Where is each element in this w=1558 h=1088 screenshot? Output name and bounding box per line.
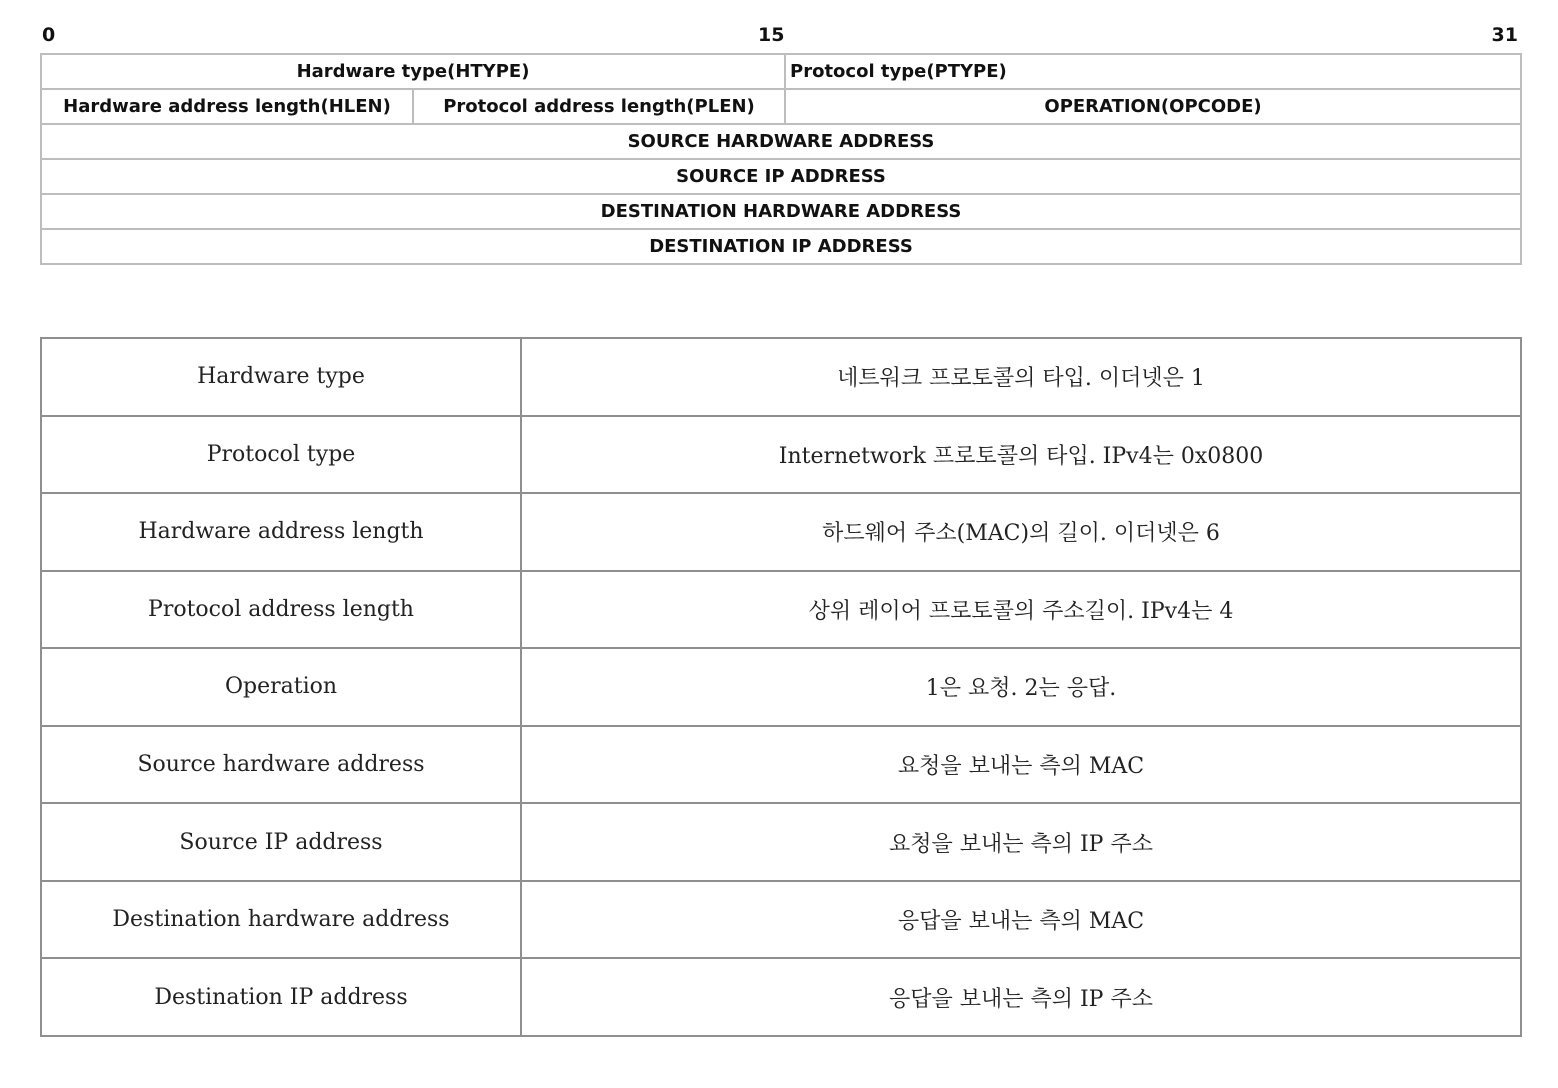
field-description-cell: 응답을 보내는 측의 MAC <box>521 881 1521 959</box>
field-description-cell: 1은 요청. 2는 응답. <box>521 648 1521 726</box>
packet-row <box>41 124 1521 159</box>
bit-label-31: 31 <box>1491 24 1518 46</box>
packet-row <box>41 89 1521 124</box>
field-description-cell: Internetwork 프로토콜의 타입. IPv4는 0x0800 <box>521 416 1521 494</box>
packet-row <box>41 194 1521 229</box>
field-name-cell: Hardware type <box>41 338 521 416</box>
field-description-cell: 응답을 보내는 측의 IP 주소 <box>521 958 1521 1036</box>
bit-label-15: 15 <box>758 24 785 46</box>
table-row <box>41 416 1521 494</box>
table-row <box>41 648 1521 726</box>
packet-field-hlen: Hardware address length(HLEN) <box>41 89 413 124</box>
field-name-cell: Operation <box>41 648 521 726</box>
packet-field-protocol-type: Protocol type(PTYPE) <box>785 54 1521 89</box>
table-row <box>41 726 1521 804</box>
packet-row <box>41 54 1521 89</box>
field-description-cell: 하드웨어 주소(MAC)의 길이. 이더넷은 6 <box>521 493 1521 571</box>
field-description-table <box>40 337 1522 1037</box>
arp-packet-diagram <box>40 53 1522 265</box>
bit-scale <box>40 24 1520 52</box>
field-name-cell: Source hardware address <box>41 726 521 804</box>
table-row <box>41 958 1521 1036</box>
table-row <box>41 881 1521 959</box>
table-row <box>41 493 1521 571</box>
field-description-cell: 네트워크 프로토콜의 타입. 이더넷은 1 <box>521 338 1521 416</box>
field-name-cell: Destination IP address <box>41 958 521 1036</box>
packet-field-destination-ip-address: DESTINATION IP ADDRESS <box>41 229 1521 264</box>
packet-field-destination-hardware-address: DESTINATION HARDWARE ADDRESS <box>41 194 1521 229</box>
bit-label-0: 0 <box>42 24 56 46</box>
packet-field-plen: Protocol address length(PLEN) <box>413 89 785 124</box>
field-name-cell: Destination hardware address <box>41 881 521 959</box>
field-name-cell: Source IP address <box>41 803 521 881</box>
table-row <box>41 803 1521 881</box>
packet-field-hardware-type: Hardware type(HTYPE) <box>41 54 785 89</box>
table-row <box>41 338 1521 416</box>
field-name-cell: Hardware address length <box>41 493 521 571</box>
packet-field-source-ip-address: SOURCE IP ADDRESS <box>41 159 1521 194</box>
packet-row <box>41 159 1521 194</box>
table-row <box>41 571 1521 649</box>
packet-row <box>41 229 1521 264</box>
packet-field-source-hardware-address: SOURCE HARDWARE ADDRESS <box>41 124 1521 159</box>
field-name-cell: Protocol type <box>41 416 521 494</box>
field-description-cell: 상위 레이어 프로토콜의 주소길이. IPv4는 4 <box>521 571 1521 649</box>
field-description-cell: 요청을 보내는 측의 MAC <box>521 726 1521 804</box>
field-name-cell: Protocol address length <box>41 571 521 649</box>
packet-field-operation: OPERATION(OPCODE) <box>785 89 1521 124</box>
field-description-cell: 요청을 보내는 측의 IP 주소 <box>521 803 1521 881</box>
